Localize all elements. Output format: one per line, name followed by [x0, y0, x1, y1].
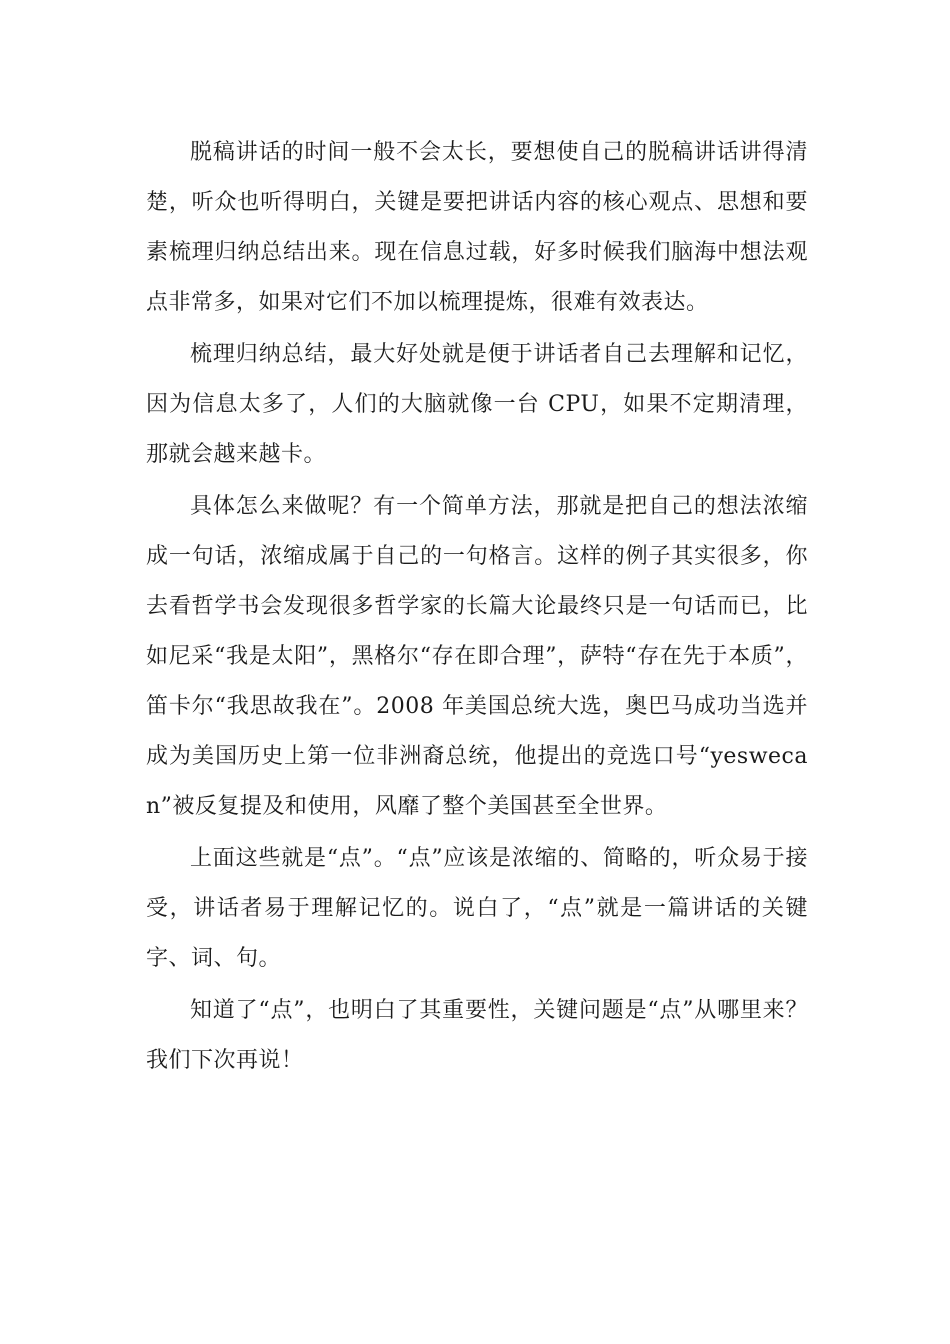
paragraph-2: 梳理归纳总结，最大好处就是便于讲话者自己去理解和记忆，因为信息太多了，人们的大脑就像一台 CPU，如果不定期清理，那就会越来越卡。 — [146, 342, 808, 467]
document-body — [146, 128, 808, 1088]
paragraph-5: 知道了“点”，也明白了其重要性，关键问题是“点”从哪里来？我们下次再说！ — [146, 998, 808, 1073]
paragraph-1: 脱稿讲话的时间一般不会太长，要想使自己的脱稿讲话讲得清楚，听众也听得明白，关键是要把讲话内容的核心观点、思想和要素梳理归纳总结出来。现在信息过载，好多时候我们脑海中想法观点非常多，如果对它们不加以梳理提炼，很难有效表达。 — [146, 140, 808, 315]
paragraph-4: 上面这些就是“点”。“点”应该是浓缩的、简略的，听众易于接受，讲话者易于理解记忆的。说白了，“点”就是一篇讲话的关键字、词、句。 — [146, 846, 808, 971]
paragraph-3: 具体怎么来做呢？有一个简单方法，那就是把自己的想法浓缩成一句话，浓缩成属于自己的一句格言。这样的例子其实很多，你去看哲学书会发现很多哲学家的长篇大论最终只是一句话而已，比如尼采“我是太阳”，黑格尔“存在即合理”，萨特“存在先于本质”，笛卡尔“我思故我在”。2008 年美国总统大选，奥巴马成功当选并成为美国历史上第一位非洲裔总统，他提出的竞选口号“yeswecan”被反复提及和使用，风靡了整个美国甚至全世界。 — [146, 494, 808, 819]
